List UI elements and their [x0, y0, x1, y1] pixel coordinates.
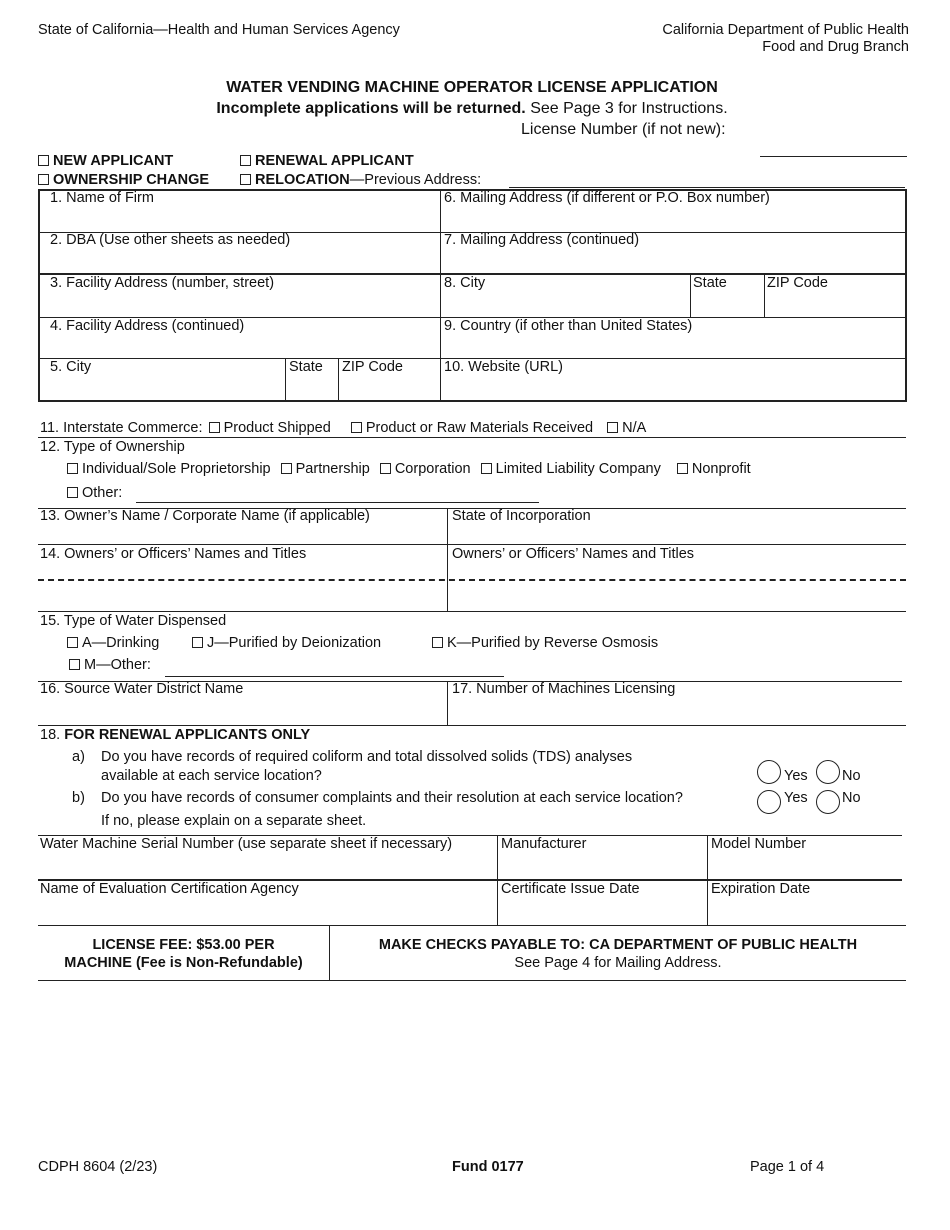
ownership-other-line[interactable]	[136, 502, 539, 503]
line-14-bottom	[38, 611, 906, 612]
department-name: California Department of Public Health	[662, 22, 909, 38]
owners-divider	[447, 508, 448, 611]
renewal-applicant-checkbox[interactable]	[240, 155, 251, 166]
machine-manufacturer[interactable]: Manufacturer	[501, 836, 587, 852]
col-line-8a	[690, 274, 691, 318]
question-b-line1: Do you have records of consumer complaints and their resolution at each service location?	[101, 790, 683, 806]
previous-address-line[interactable]	[509, 187, 905, 188]
branch-name: Food and Drug Branch	[762, 39, 909, 55]
new-applicant-option[interactable]: NEW APPLICANT	[38, 153, 173, 169]
state-of-incorporation[interactable]: State of Incorporation	[452, 508, 591, 524]
water-reverse-osmosis-option[interactable]: K—Purified by Reverse Osmosis	[432, 635, 658, 651]
partnership-checkbox[interactable]	[281, 463, 292, 474]
water-type-label: 15. Type of Water Dispensed	[40, 613, 227, 629]
certificate-issue-date[interactable]: Certificate Issue Date	[501, 881, 640, 897]
dashed-separator	[38, 579, 906, 581]
machine-divider-1	[497, 835, 498, 925]
renewal-heading: 18. FOR RENEWAL APPLICANTS ONLY	[40, 727, 311, 743]
field-7-mailing-address-cont[interactable]: 7. Mailing Address (continued)	[444, 232, 640, 248]
field-16-source-water[interactable]: 16. Source Water District Name	[40, 681, 244, 697]
agency-name: State of California—Health and Human Services Agency	[38, 22, 400, 38]
col-line-8b	[764, 274, 765, 318]
field-13-owner-name[interactable]: 13. Owner’s Name / Corporate Name (if applicable)	[40, 508, 370, 524]
machine-model-number[interactable]: Model Number	[711, 836, 807, 852]
license-number-label: License Number (if not new):	[521, 121, 726, 138]
line-11	[38, 437, 906, 438]
checks-payable: MAKE CHECKS PAYABLE TO: CA DEPARTMENT OF PUBLIC HEALTH	[378, 937, 858, 953]
field-5-zip[interactable]: ZIP Code	[342, 359, 403, 375]
field-3-facility-address[interactable]: 3. Facility Address (number, street)	[50, 275, 275, 291]
interstate-commerce-row: 11. Interstate Commerce: Product Shipped Product or Raw Materials Received N/A	[40, 420, 647, 436]
question-b-no-radio[interactable]	[816, 790, 840, 814]
question-a-no-label: No	[842, 768, 861, 784]
ownership-label: 12. Type of Ownership	[40, 439, 185, 455]
line-16-bottom	[38, 725, 906, 726]
field-14-officers[interactable]: 14. Owners’ or Officers’ Names and Titles	[40, 546, 307, 562]
mailing-address-note: See Page 4 for Mailing Address.	[514, 955, 722, 971]
water-other-option[interactable]: M—Other:	[69, 657, 151, 673]
question-b-yes-radio[interactable]	[757, 790, 781, 814]
ownership-change-checkbox[interactable]	[38, 174, 49, 185]
certificate-expiration-date[interactable]: Expiration Date	[711, 881, 811, 897]
line-14-top	[38, 544, 906, 545]
raw-materials-checkbox[interactable]	[351, 422, 362, 433]
question-a-marker: a)	[72, 749, 85, 765]
water-other-line[interactable]	[165, 676, 504, 677]
na-checkbox[interactable]	[607, 422, 618, 433]
field-14-officers-right[interactable]: Owners’ or Officers’ Names and Titles	[452, 546, 695, 562]
divider-16-17	[447, 681, 448, 725]
sole-proprietorship-checkbox[interactable]	[67, 463, 78, 474]
form-title: WATER VENDING MACHINE OPERATOR LICENSE APPLICATION	[226, 79, 718, 96]
ownership-change-option[interactable]: OWNERSHIP CHANGE	[38, 172, 209, 188]
nonprofit-checkbox[interactable]	[677, 463, 688, 474]
fee-box-top	[38, 925, 906, 926]
renewal-applicant-option[interactable]: RENEWAL APPLICANT	[240, 153, 414, 169]
fee-box-bottom	[38, 980, 906, 981]
field-5-city[interactable]: 5. City	[50, 359, 92, 375]
machine-divider-2	[707, 835, 708, 925]
field-8-zip[interactable]: ZIP Code	[767, 275, 828, 291]
field-17-machines[interactable]: 17. Number of Machines Licensing	[452, 681, 676, 697]
ownership-other[interactable]: Other:	[67, 485, 122, 501]
llc-checkbox[interactable]	[481, 463, 492, 474]
interstate-label: 11. Interstate Commerce:	[40, 420, 203, 436]
relocation-checkbox[interactable]	[240, 174, 251, 185]
incomplete-notice: Incomplete applications will be returned.	[216, 100, 526, 117]
fund-number: Fund 0177	[452, 1159, 524, 1175]
other-water-checkbox[interactable]	[69, 659, 80, 670]
relocation-option[interactable]: RELOCATION—Previous Address:	[240, 172, 481, 188]
col-line-5a	[285, 358, 286, 401]
license-fee-line2: MACHINE (Fee is Non-Refundable)	[64, 955, 303, 971]
col-line-5b	[338, 358, 339, 401]
page-number: Page 1 of 4	[750, 1159, 825, 1175]
instructions-note: See Page 3 for Instructions.	[525, 100, 728, 117]
box-divider	[440, 190, 441, 401]
deionization-checkbox[interactable]	[192, 637, 203, 648]
question-b-yes-label: Yes	[784, 790, 808, 806]
certification-agency[interactable]: Name of Evaluation Certification Agency	[40, 881, 299, 897]
water-deionization-option[interactable]: J—Purified by Deionization	[192, 635, 381, 651]
box-right	[905, 189, 907, 402]
field-8-city[interactable]: 8. City	[444, 275, 486, 291]
question-a-no-radio[interactable]	[816, 760, 840, 784]
product-shipped-checkbox[interactable]	[209, 422, 220, 433]
question-a-yes-radio[interactable]	[757, 760, 781, 784]
license-fee-line1: LICENSE FEE: $53.00 PER	[92, 937, 275, 953]
field-10-website[interactable]: 10. Website (URL)	[444, 359, 563, 375]
drinking-checkbox[interactable]	[67, 637, 78, 648]
question-b-no-label: No	[842, 790, 861, 806]
question-a-line2: available at each service location?	[101, 768, 322, 784]
field-1-name-of-firm[interactable]: 1. Name of Firm	[50, 190, 154, 206]
field-8-state[interactable]: State	[693, 275, 727, 291]
new-applicant-checkbox[interactable]	[38, 155, 49, 166]
corporation-checkbox[interactable]	[380, 463, 391, 474]
reverse-osmosis-checkbox[interactable]	[432, 637, 443, 648]
field-9-country[interactable]: 9. Country (if other than United States)	[444, 318, 693, 334]
box-bottom	[38, 400, 906, 402]
machine-serial-number[interactable]: Water Machine Serial Number (use separate sheet if necessary)	[40, 836, 453, 852]
subtitle	[0, 100, 944, 118]
field-6-mailing-address[interactable]: 6. Mailing Address (if different or P.O. Box number)	[444, 190, 770, 206]
question-a-line1: Do you have records of required coliform and total dissolved solids (TDS) analyses	[101, 749, 633, 765]
box-left	[38, 189, 40, 402]
question-b-line2: If no, please explain on a separate sheet.	[101, 813, 367, 829]
question-b-marker: b)	[72, 790, 85, 806]
field-2-dba[interactable]: 2. DBA (Use other sheets as needed)	[50, 232, 291, 248]
field-4-facility-address-cont[interactable]: 4. Facility Address (continued)	[50, 318, 245, 334]
form-number: CDPH 8604 (2/23)	[38, 1159, 158, 1175]
question-a-yes-label: Yes	[784, 768, 808, 784]
field-5-state[interactable]: State	[289, 359, 323, 375]
other-ownership-checkbox[interactable]	[67, 487, 78, 498]
license-number-line[interactable]	[760, 156, 907, 157]
ownership-options: Individual/Sole Proprietorship Partnership Corporation Limited Liability Company Nonprofit	[67, 461, 751, 477]
water-drinking-option[interactable]: A—Drinking	[67, 635, 159, 651]
